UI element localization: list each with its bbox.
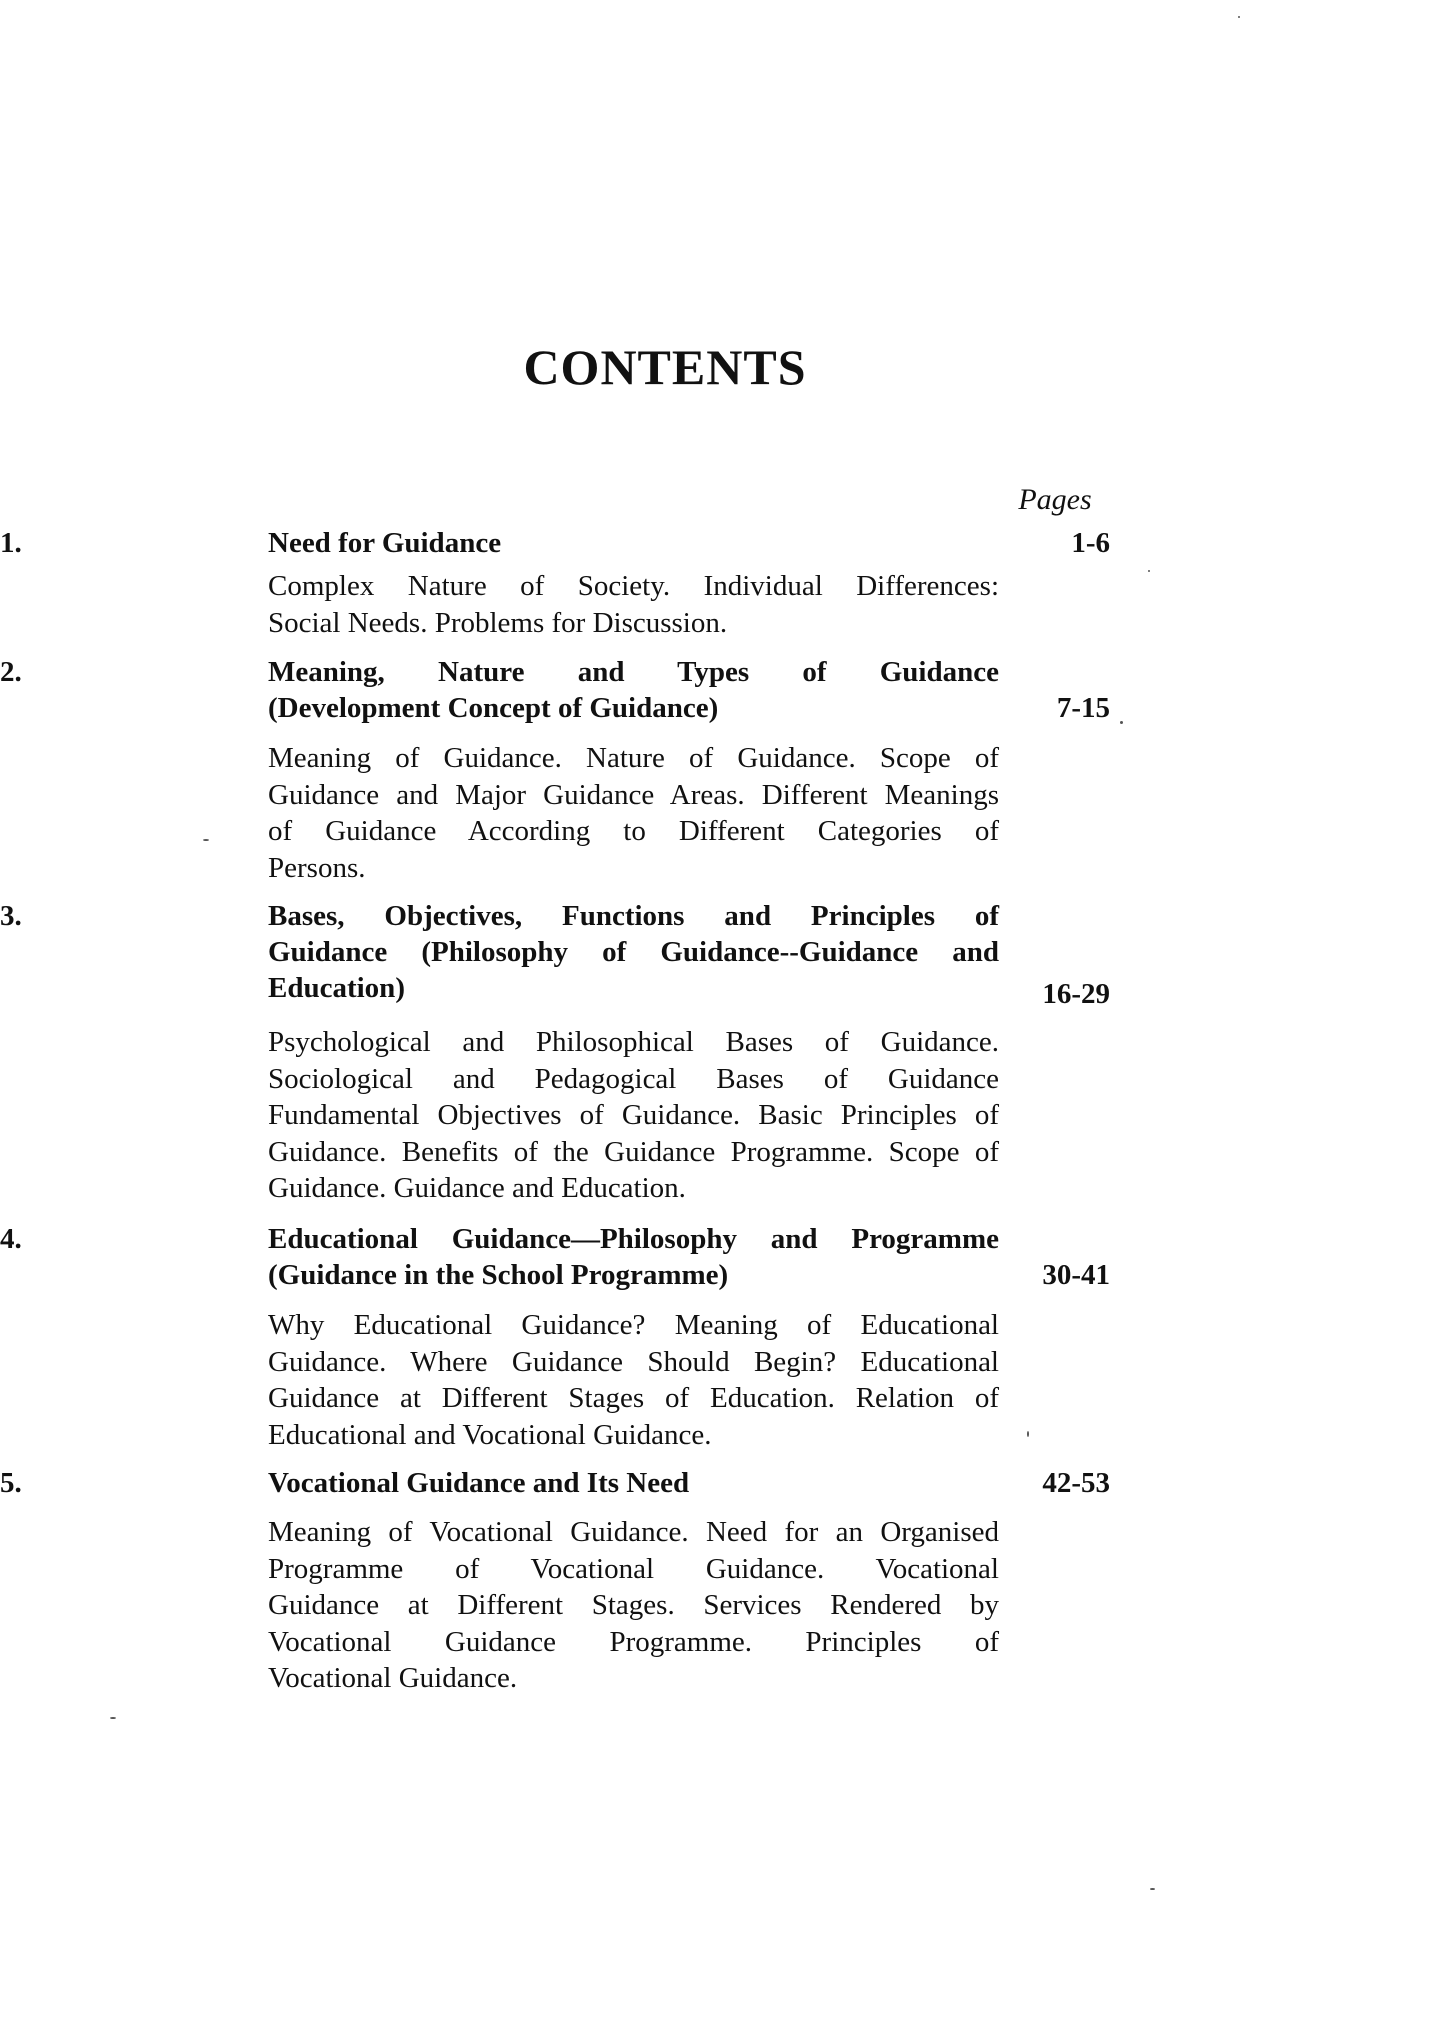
entry-description [268,1307,999,1453]
entry-description [268,1514,999,1697]
description-line: Sociological and Pedagogical Bases of Guidance [268,1062,999,1095]
entry-description [268,740,999,886]
description-line: Guidance. Guidance and Education. [268,1172,686,1204]
entry-page-range: 30-41 [1042,1259,1110,1291]
entry-title[interactable] [268,525,999,561]
entry-title[interactable] [268,1465,999,1501]
page-title: CONTENTS [523,339,807,395]
description-line: Why Educational Guidance? Meaning of Educational [268,1309,999,1341]
entry-page-range: 16-29 [1042,978,1110,1010]
description-line: Psychological and Philosophical Bases of Guidance. [268,1026,999,1058]
entry-title-line: Guidance (Philosophy of Guidance--Guidance and [268,936,999,968]
description-line: Fundamental Objectives of Guidance. Basic Principles of [268,1099,999,1131]
entry-number: 4. [0,1223,22,1255]
description-line: Guidance at Different Stages. Services Rendered by [268,1589,999,1621]
description-line: Guidance. Benefits of the Guidance Programme. Scope of [268,1135,999,1168]
scan-speck [1238,16,1240,18]
entry-number: 5. [0,1467,22,1499]
entry-number: 2. [0,656,22,688]
entry-number: 1. [0,527,22,559]
scan-speck [203,839,209,841]
entry-title-line: Vocational Guidance and Its Need [268,1467,690,1499]
description-line: Educational and Vocational Guidance. [268,1418,712,1451]
scan-speck [1120,721,1123,724]
entry-title-line: Bases, Objectives, Functions and Principles of [268,900,999,932]
description-line: Guidance at Different Stages of Education. Relation of [268,1382,999,1414]
entry-title-line: Educational Guidance—Philosophy and Programme [268,1223,999,1255]
entry-title[interactable] [268,654,999,726]
scan-speck [110,1717,116,1719]
description-line: Meaning of Vocational Guidance. Need for an Organised [268,1516,999,1548]
entry-title[interactable] [268,898,999,1006]
entry-title[interactable] [268,1221,999,1293]
pages-column-header: Pages [1018,483,1092,516]
entry-page-range: 1-6 [1071,527,1110,559]
entry-title-line: Education) [268,972,405,1004]
description-line: Meaning of Guidance. Nature of Guidance. Scope of [268,742,999,774]
entry-title-line: (Guidance in the School Programme) [268,1259,729,1291]
entry-page-range: 42-53 [1042,1467,1110,1499]
entry-title-line: (Development Concept of Guidance) [268,692,719,724]
scan-speck [1027,1431,1029,1437]
entry-title-line: Need for Guidance [268,527,502,559]
entry-description [268,1024,999,1207]
scan-speck [1150,1888,1155,1890]
description-line: Persons. [268,851,366,884]
description-line: Vocational Guidance. [268,1662,518,1694]
entry-number: 3. [0,900,22,932]
description-line: Vocational Guidance Programme. Principles of [268,1625,999,1658]
description-line: Programme of Vocational Guidance. Vocational [268,1552,999,1585]
entry-title-line: Meaning, Nature and Types of Guidance [268,656,999,688]
description-line: of Guidance According to Different Categories of [268,815,999,847]
scan-speck [1148,570,1150,572]
entry-page-range: 7-15 [1056,692,1110,724]
description-line: Complex Nature of Society. Individual Differences: [268,570,999,602]
description-line: Guidance and Major Guidance Areas. Different Meanings [268,778,999,811]
description-line: Guidance. Where Guidance Should Begin? Educational [268,1345,999,1378]
description-line: Social Needs. Problems for Discussion. [268,606,728,639]
entry-description [268,568,999,641]
